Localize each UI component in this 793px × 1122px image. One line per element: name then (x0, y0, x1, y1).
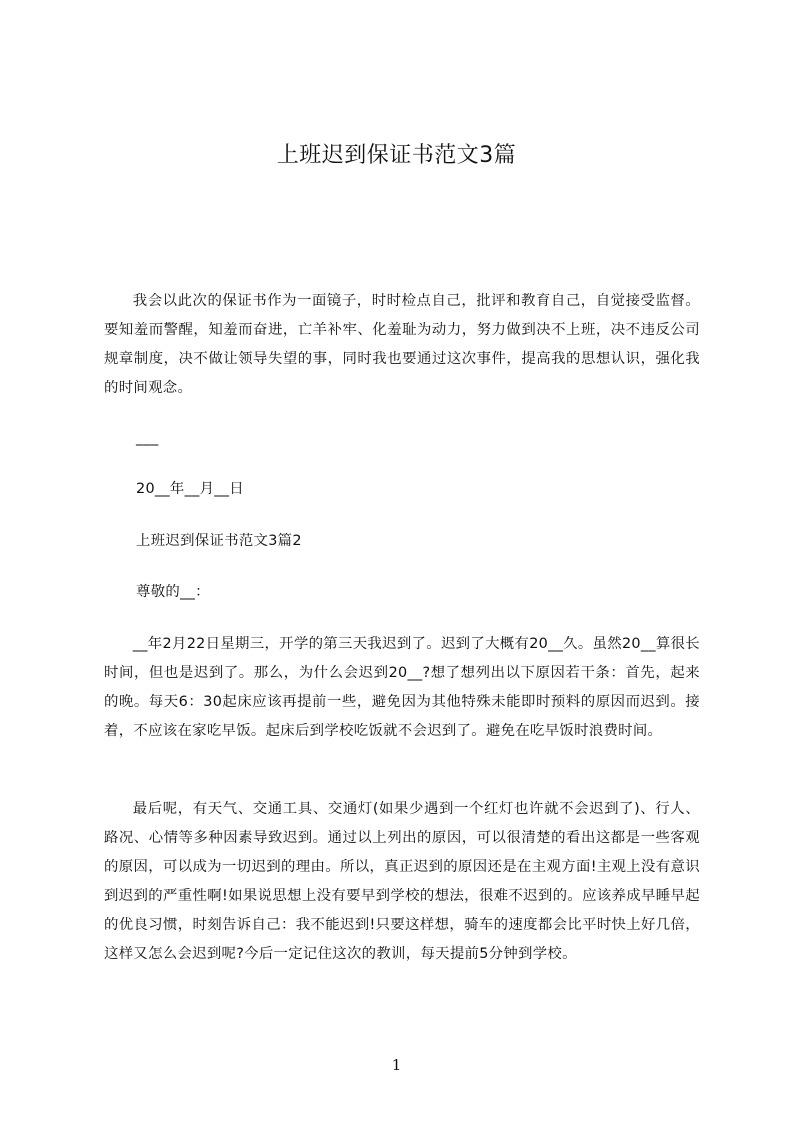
date-line: 20__年__月__日 (136, 481, 244, 497)
paragraph-conclusion: 最后呢，有天气、交通工具、交通灯(如果少遇到一个红灯也许就不会迟到了)、行人、路况、心情等多种因素导致迟到。通过以上列出的原因，可以很清楚的看出这都是一些客观的原因，可以成为一切迟到的理由。所以，真正迟到的原因还是在主观方面!主观上没有意识到迟到的严重性啊!如果说思想上没有要早到学校的想法，很难不迟到的。应该养成早睡早起的优良习惯，时刻告诉自己：我不能迟到!只要这样想，骑车的速度都会比平时快上好几倍，这样又怎么会迟到呢?今后一定记住这次的教训，每天提前5分钟到学校。 (104, 801, 700, 962)
document-title: 上班迟到保证书范文3篇 (276, 143, 517, 168)
paragraph-reasons: __年2月22日星期三，开学的第三天我迟到了。迟到了大概有20__久。虽然20__算很长时间，但也是迟到了。那么，为什么会迟到20__?想了想列出以下原因若干条：首先，起来的晚。每天6：30起床应该再提前一些，避免因为其他特殊未能即时预料的原因而迟到。接着，不应该在家吃早饭。起床后到学校吃饭就不会迟到了。避免在吃早饭时浪费时间。 (104, 636, 700, 739)
section-heading: 上班迟到保证书范文3篇2 (136, 533, 302, 549)
signature-line: ___ (136, 430, 159, 446)
page-number: 1 (391, 1056, 402, 1074)
salutation: 尊敬的__： (136, 584, 210, 600)
paragraph-commitment: 我会以此次的保证书作为一面镜子，时时检点自己，批评和教育自己，自觉接受监督。要知羞而警醒，知羞而奋进，亡羊补牢、化羞耻为动力，努力做到决不上班，决不违反公司规章制度，决不做让领导失望的事，同时我也要通过这次事件，提高我的思想认识，强化我的时间观念。 (104, 293, 700, 396)
